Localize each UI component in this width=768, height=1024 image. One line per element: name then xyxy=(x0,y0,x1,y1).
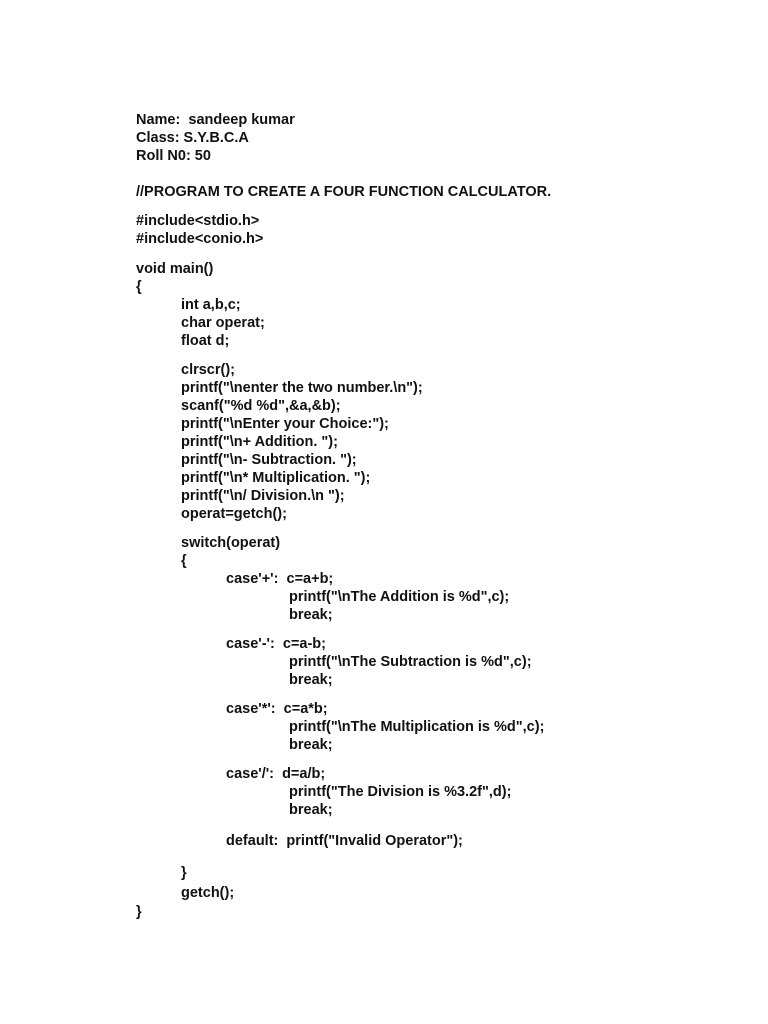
statement-line: printf("\n* Multiplication. "); xyxy=(181,470,371,486)
statement-line: scanf("%d %d",&a,&b); xyxy=(181,398,341,414)
case-printf: printf("\nThe Subtraction is %d",c); xyxy=(289,654,532,670)
switch-open-brace: { xyxy=(181,553,187,569)
statement-line: printf("\nenter the two number.\n"); xyxy=(181,380,423,396)
default-case: default: printf("Invalid Operator"); xyxy=(226,833,463,849)
statement-line: operat=getch(); xyxy=(181,506,287,522)
student-name: Name: sandeep kumar xyxy=(136,112,295,128)
main-close-brace: } xyxy=(136,904,142,920)
case-printf: printf("\nThe Addition is %d",c); xyxy=(289,589,510,605)
statement-line: printf("\n/ Division.\n "); xyxy=(181,488,345,504)
program-comment: //PROGRAM TO CREATE A FOUR FUNCTION CALCULATOR. xyxy=(136,184,552,200)
statement-line: printf("\nEnter your Choice:"); xyxy=(181,416,389,432)
switch-header: switch(operat) xyxy=(181,535,281,551)
case-label: case'*': c=a*b; xyxy=(226,701,328,717)
case-printf: printf("\nThe Multiplication is %d",c); xyxy=(289,719,545,735)
case-printf: printf("The Division is %3.2f",d); xyxy=(289,784,512,800)
main-open-brace: { xyxy=(136,279,142,295)
include-line: #include<conio.h> xyxy=(136,231,264,247)
switch-close-brace: } xyxy=(181,865,187,881)
case-label: case'/': d=a/b; xyxy=(226,766,326,782)
case-break: break; xyxy=(289,672,333,688)
main-signature: void main() xyxy=(136,261,214,277)
roll-number: Roll N0: 50 xyxy=(136,148,211,164)
declaration-line: char operat; xyxy=(181,315,265,331)
case-break: break; xyxy=(289,802,333,818)
declaration-line: float d; xyxy=(181,333,230,349)
statement-line: printf("\n+ Addition. "); xyxy=(181,434,338,450)
case-label: case'-': c=a-b; xyxy=(226,636,326,652)
declaration-line: int a,b,c; xyxy=(181,297,241,313)
final-getch: getch(); xyxy=(181,885,235,901)
case-break: break; xyxy=(289,737,333,753)
case-break: break; xyxy=(289,607,333,623)
statement-line: clrscr(); xyxy=(181,362,235,378)
statement-line: printf("\n- Subtraction. "); xyxy=(181,452,357,468)
include-line: #include<stdio.h> xyxy=(136,213,260,229)
student-class: Class: S.Y.B.C.A xyxy=(136,130,249,146)
case-label: case'+': c=a+b; xyxy=(226,571,334,587)
